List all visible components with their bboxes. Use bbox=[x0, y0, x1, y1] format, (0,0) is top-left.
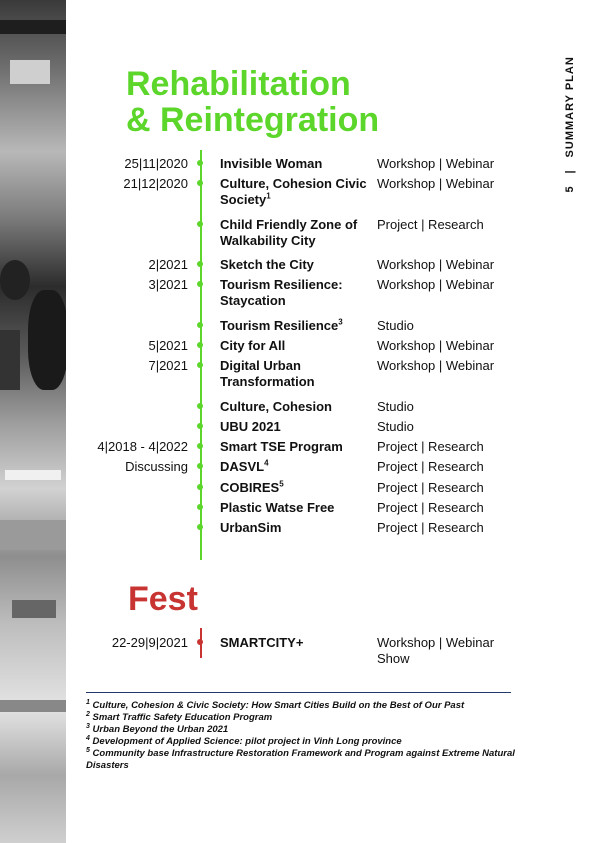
timeline-dot bbox=[197, 342, 203, 348]
entry-date: 22-29|9|2021 bbox=[111, 635, 188, 650]
timeline-dot bbox=[197, 322, 203, 328]
timeline-dot bbox=[197, 362, 203, 368]
footnote-divider bbox=[86, 692, 511, 693]
rehab-title-line1: Rehabilitation bbox=[126, 65, 351, 103]
footnote-number: 2 bbox=[86, 710, 90, 718]
entry-name: Culture, Cohesion Civic Society$^1$ bbox=[220, 176, 367, 207]
entry-name: UBU 2021 bbox=[220, 419, 281, 434]
timeline-dot bbox=[197, 180, 203, 186]
entry-date: 7|2021 bbox=[148, 358, 188, 373]
entry-type: Project | Research bbox=[377, 217, 484, 232]
timeline-dot bbox=[197, 463, 203, 469]
timeline-dot bbox=[197, 160, 203, 166]
timeline-dot bbox=[197, 403, 203, 409]
footnote-ref: 4 bbox=[264, 458, 269, 468]
entry-name: Culture, Cohesion bbox=[220, 399, 332, 414]
timeline-dot bbox=[197, 443, 203, 449]
timeline-dot bbox=[197, 504, 203, 510]
rehab-title-line2: & Reintegration bbox=[126, 101, 380, 139]
entry-name: Child Friendly Zone of Walkability City bbox=[220, 217, 358, 248]
footnote-ref: 1 bbox=[266, 191, 271, 201]
entry-name: Plastic Watse Free bbox=[220, 500, 335, 515]
footnote-number: 3 bbox=[86, 722, 90, 730]
entry-type: Studio bbox=[377, 399, 414, 414]
rehab-timeline-line bbox=[200, 150, 202, 560]
entry-type: Workshop | Webinar Show bbox=[377, 635, 495, 666]
entry-date: 5|2021 bbox=[148, 338, 188, 353]
timeline-dot bbox=[197, 639, 203, 645]
timeline-dot bbox=[197, 423, 203, 429]
entry-name: Tourism Resilience: Staycation bbox=[220, 277, 343, 308]
timeline-dot bbox=[197, 221, 203, 227]
entry-date: 3|2021 bbox=[148, 277, 188, 292]
entry-date: 2|2021 bbox=[148, 257, 188, 272]
timeline-dot bbox=[197, 281, 203, 287]
footnote-item: $^2$ Smart Traffic Safety Education Program bbox=[86, 710, 273, 723]
timeline-dot bbox=[197, 524, 203, 530]
entry-date: Discussing bbox=[125, 459, 188, 474]
footnote-number: 1 bbox=[86, 698, 90, 706]
entry-type: Workshop | Webinar bbox=[377, 176, 495, 191]
fest-section-title: Fest bbox=[128, 580, 198, 618]
timeline-dot bbox=[197, 261, 203, 267]
entry-type: Workshop | Webinar bbox=[377, 338, 495, 353]
entry-type: Workshop | Webinar bbox=[377, 277, 495, 292]
entry-type: Studio bbox=[377, 419, 414, 434]
footnote-item: $^4$ Development of Applied Science: pilot project in Vinh Long province bbox=[86, 734, 402, 747]
section-name: SUMMARY PLAN bbox=[564, 56, 576, 158]
entry-date: 4|2018 - 4|2022 bbox=[97, 439, 188, 454]
footnote-ref: 5 bbox=[279, 479, 284, 489]
entry-name: Smart TSE Program bbox=[220, 439, 343, 454]
footnote-ref: 3 bbox=[338, 317, 343, 327]
rehab-section-title bbox=[126, 66, 379, 138]
entry-name: SMARTCITY+ bbox=[220, 635, 304, 650]
entry-name: Digital Urban Transformation bbox=[220, 358, 315, 389]
entry-type: Studio bbox=[377, 318, 414, 333]
footnote-item: $^1$ Culture, Cohesion & Civic Society: How Smart Cities Build on the Best of Our Past bbox=[86, 698, 465, 711]
entry-name: Tourism Resilience$^3$ bbox=[220, 317, 343, 333]
footnotes bbox=[86, 700, 516, 772]
footnote-number: 5 bbox=[86, 746, 90, 754]
entry-date: 21|12|2020 bbox=[123, 176, 188, 191]
entry-name: UrbanSim bbox=[220, 520, 282, 535]
footnote-item: $^5$ Community base Infrastructure Restoration Framework and Program against Extreme Natural Disasters bbox=[86, 746, 515, 771]
entry-name: COBIRES$^5$ bbox=[220, 479, 284, 495]
entry-type: Workshop | Webinar bbox=[377, 358, 495, 373]
side-label-separator: | bbox=[564, 169, 576, 174]
entry-type: Project | Research bbox=[377, 480, 484, 495]
entry-type: Workshop | Webinar bbox=[377, 156, 495, 171]
entry-name: DASVL$^4$ bbox=[220, 458, 269, 474]
entry-name: Sketch the City bbox=[220, 257, 314, 272]
entry-type: Project | Research bbox=[377, 500, 484, 515]
entry-type: Project | Research bbox=[377, 520, 484, 535]
decorative-photo-strip bbox=[0, 0, 66, 843]
entry-type: Workshop | Webinar bbox=[377, 257, 495, 272]
entry-type: Project | Research bbox=[377, 439, 484, 454]
page-number: 5 bbox=[564, 185, 576, 193]
side-label bbox=[564, 56, 576, 192]
entry-name: Invisible Woman bbox=[220, 156, 323, 171]
entry-date: 25|11|2020 bbox=[124, 156, 188, 171]
entry-type: Project | Research bbox=[377, 459, 484, 474]
footnote-item: $^3$ Urban Beyond the Urban 2021 bbox=[86, 722, 229, 735]
footnote-number: 4 bbox=[86, 734, 90, 742]
timeline-dot bbox=[197, 484, 203, 490]
entry-name: City for All bbox=[220, 338, 286, 353]
